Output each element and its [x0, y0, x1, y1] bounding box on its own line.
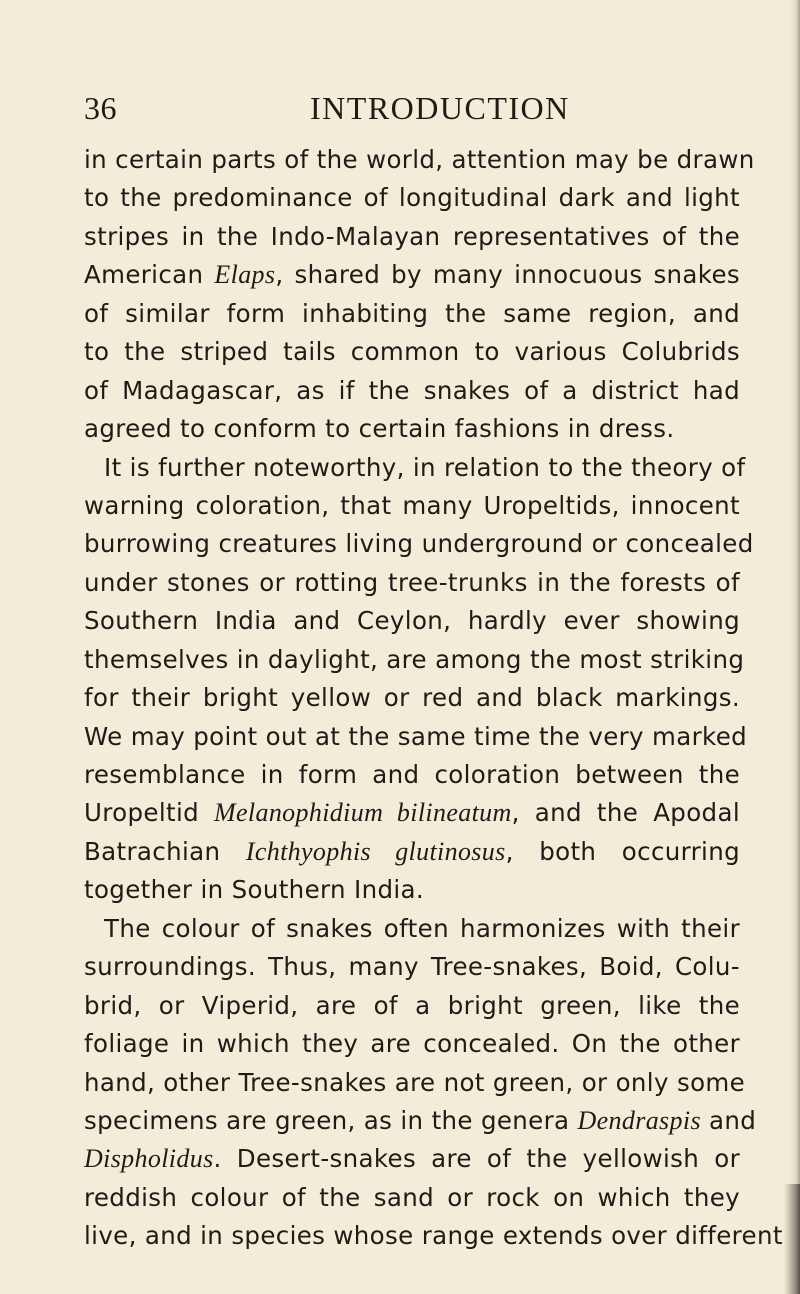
- text-line: [84, 602, 740, 640]
- text-run: , and the Apodal: [511, 798, 740, 828]
- text-line: [84, 756, 740, 794]
- text-line: [84, 718, 748, 756]
- text-run: under stones or rotting tree-trunks in the forests of: [84, 567, 740, 597]
- text-run: . Desert-snakes are of the yellowish or: [213, 1144, 740, 1174]
- text-line: [84, 295, 740, 333]
- text-run: of similar form inhabiting the same region, and: [84, 298, 740, 328]
- text-run: American: [84, 260, 215, 290]
- text-line: [84, 1140, 740, 1178]
- text-run: , shared by many innocuous snakes: [275, 260, 741, 290]
- text-run: Uropeltid: [84, 798, 215, 828]
- text-run: reddish colour of the sand or rock on which they: [84, 1182, 740, 1212]
- text-line: [84, 487, 740, 525]
- italic-term: Elaps: [214, 260, 276, 290]
- text-run: Batrachian: [84, 836, 246, 866]
- text-run: for their bright yellow or red and black markings.: [84, 683, 740, 713]
- text-line: [84, 141, 755, 179]
- text-run: agreed to conform to certain fashions in dress.: [84, 414, 675, 444]
- text-run: burrowing creatures living underground or concealed: [84, 529, 754, 559]
- text-run: surroundings. Thus, many Tree-snakes, Boid, Colu-: [84, 952, 740, 982]
- page-edge-shadow: [790, 0, 800, 1294]
- italic-term: Dispholidus: [84, 1144, 214, 1174]
- text-run: Southern India and Ceylon, hardly ever showing: [84, 606, 740, 636]
- text-run: We may point out at the same time the very marked: [84, 721, 748, 751]
- italic-term: Ichthyophis glutinosus: [245, 836, 506, 866]
- text-run: and: [700, 1105, 757, 1135]
- text-run: live, and in species whose range extends over different: [84, 1221, 783, 1251]
- text-run: warning coloration, that many Uropeltids, innocent: [84, 490, 740, 520]
- text-run: foliage in which they are concealed. On the other: [84, 1029, 740, 1059]
- text-line: [84, 525, 754, 563]
- text-line: [84, 1217, 783, 1255]
- text-run: specimens are green, as in the genera: [84, 1105, 578, 1135]
- text-line: [84, 410, 740, 448]
- text-line: [84, 372, 740, 410]
- text-line: [84, 564, 740, 602]
- text-line: [84, 1102, 757, 1140]
- italic-term: Melanophidium bilineatum: [214, 798, 512, 828]
- page-edge-shadow-bottom: [784, 1184, 800, 1294]
- text-run: stripes in the Indo-Malayan representatives of the: [84, 221, 740, 251]
- text-line: [84, 333, 740, 371]
- text-run: of Madagascar, as if the snakes of a district had: [84, 375, 740, 405]
- text-run: themselves in daylight, are among the most striking: [84, 644, 745, 674]
- text-line: [84, 910, 740, 948]
- text-run: brid, or Viperid, are of a bright green, like the: [84, 990, 740, 1020]
- page-header: [84, 88, 740, 132]
- text-line: [84, 987, 740, 1025]
- body-text: [84, 141, 783, 1256]
- text-line: [84, 948, 740, 986]
- text-run: The colour of snakes often harmonizes with their: [104, 913, 740, 943]
- text-line: [84, 1179, 740, 1217]
- text-line: [84, 641, 745, 679]
- text-line: [84, 679, 740, 717]
- text-run: resemblance in form and coloration between the: [84, 760, 740, 789]
- text-line: [84, 833, 740, 871]
- text-line: [84, 1064, 746, 1102]
- italic-term: Dendraspis: [577, 1105, 701, 1135]
- text-line: [84, 1025, 740, 1063]
- running-head: INTRODUCTION: [310, 90, 570, 126]
- text-line: [84, 794, 740, 832]
- text-line: [84, 871, 740, 909]
- text-line: [84, 179, 740, 217]
- text-line: [84, 256, 740, 294]
- text-run: It is further noteworthy, in relation to the theory of: [104, 452, 746, 482]
- text-run: hand, other Tree-snakes are not green, or only some: [84, 1067, 746, 1097]
- text-line: [84, 218, 740, 256]
- text-run: together in Southern India.: [84, 875, 425, 905]
- text-line: [84, 449, 746, 487]
- page-number: 36: [84, 90, 117, 126]
- text-run: to the predominance of longitudinal dark and light: [84, 183, 740, 213]
- text-run: to the striped tails common to various Colubrids: [84, 337, 740, 367]
- text-run: , both occurring: [505, 836, 740, 866]
- text-run: in certain parts of the world, attention may be drawn: [84, 145, 755, 174]
